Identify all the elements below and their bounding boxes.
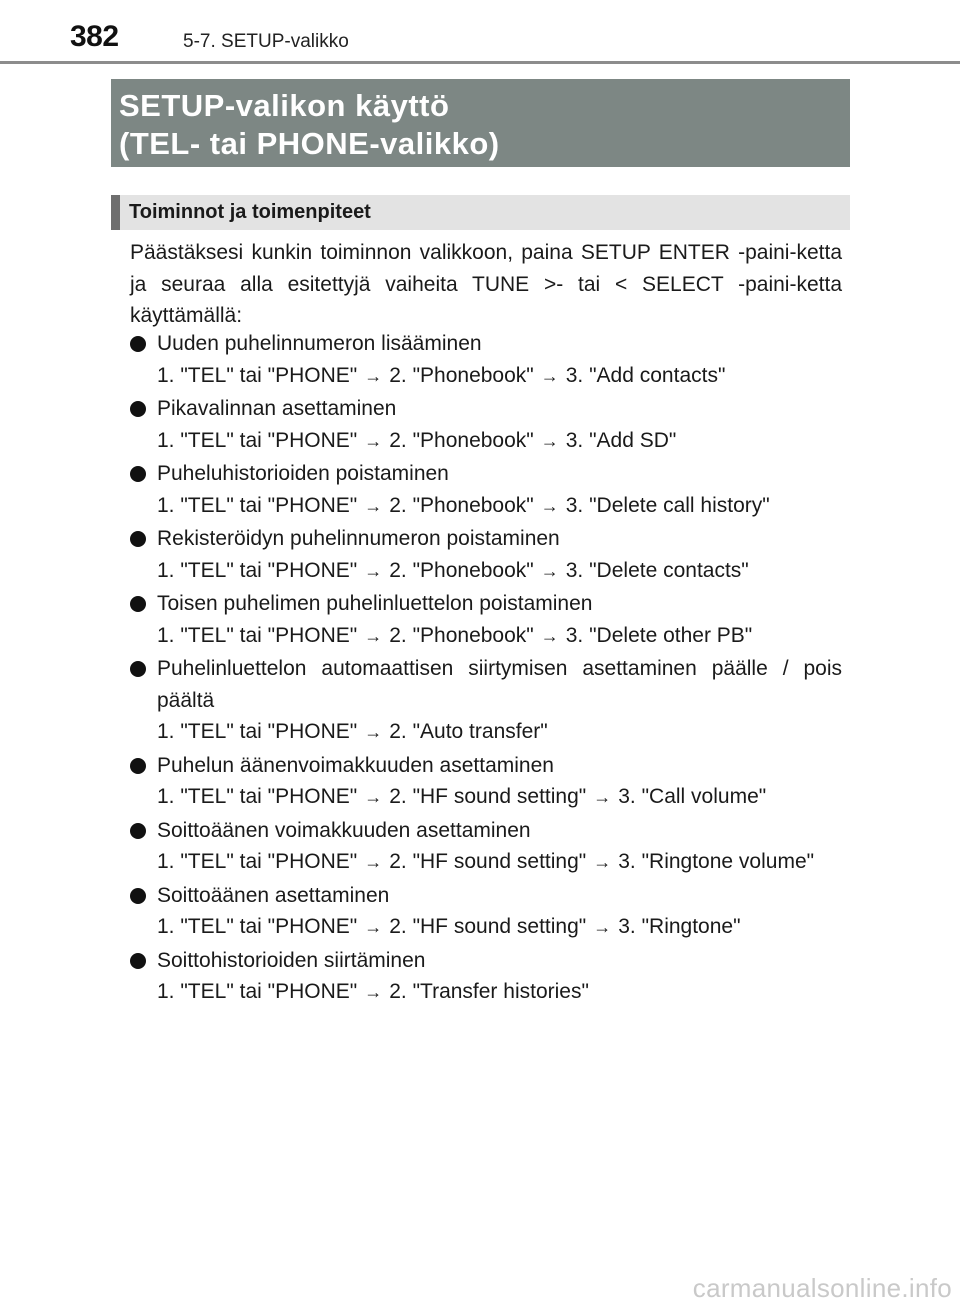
- list-item-title-text: Uuden puhelinnumeron lisääminen: [157, 332, 482, 355]
- list-item-title-text: Toisen puhelimen puhelinluettelon poistaminen: [157, 592, 593, 615]
- arrow-right-icon: →: [364, 365, 383, 386]
- menu-path: [130, 555, 842, 588]
- bullet-icon: [130, 531, 146, 547]
- list-item-title-text: Puheluhistorioiden poistaminen: [157, 462, 449, 485]
- arrow-right-icon: →: [364, 430, 383, 451]
- bullet-icon: [130, 953, 146, 969]
- arrow-right-icon: →: [540, 430, 559, 451]
- arrow-right-icon: →: [364, 917, 383, 937]
- list-item-title: [130, 588, 842, 620]
- menu-path-step: 1. "TEL" tai "PHONE": [157, 720, 358, 743]
- list-item-title-text: Soittohistorioiden siirtäminen: [157, 948, 426, 972]
- menu-path-step: 2. "HF sound setting": [389, 850, 587, 873]
- subsection-header: [111, 195, 850, 230]
- list-item-title-text: Pikavalinnan asettaminen: [157, 397, 397, 420]
- list-item: [130, 750, 842, 814]
- menu-path-step: 1. "TEL" tai "PHONE": [157, 850, 358, 873]
- menu-path: [130, 360, 842, 393]
- menu-path-step: 3. "Add SD": [565, 428, 677, 452]
- bullet-icon: [130, 888, 146, 904]
- menu-path-step: 1. "TEL" tai "PHONE": [157, 980, 358, 1003]
- list-item: [130, 523, 842, 587]
- arrow-right-icon: →: [364, 982, 383, 1002]
- menu-path: [130, 781, 842, 814]
- list-item-title-text: Puhelinluettelon automaattisen siirtymisen asettaminen päälle / pois päältä: [157, 657, 842, 712]
- menu-path: [130, 620, 842, 653]
- menu-path-step: 2. "Phonebook": [389, 623, 534, 647]
- bullet-icon: [130, 823, 146, 839]
- menu-path-step: 3. "Delete contacts": [565, 558, 749, 582]
- watermark: carmanualsonline.info: [692, 1273, 952, 1303]
- list-item: [130, 458, 842, 522]
- menu-path: [130, 911, 842, 944]
- menu-path-step: 3. "Add contacts": [565, 363, 726, 387]
- menu-path-step: 3. "Delete call history": [565, 493, 770, 517]
- intro-paragraph: Päästäksesi kunkin toiminnon valikkoon, paina SETUP ENTER -paini-ketta ja seuraa alla esitettyjä vaiheita TUNE >- tai < SELECT -paini-ketta käyttämällä:: [130, 241, 842, 327]
- list-item: [130, 393, 842, 457]
- list-item: [130, 815, 842, 879]
- list-item: [130, 880, 842, 944]
- arrow-right-icon: →: [540, 560, 559, 581]
- bullet-icon: [130, 336, 146, 352]
- bullet-icon: [130, 596, 146, 612]
- list-item-title-text: Soittoäänen voimakkuuden asettaminen: [157, 818, 531, 842]
- arrow-right-icon: →: [364, 787, 383, 807]
- menu-path-step: 2. "Auto transfer": [389, 720, 548, 743]
- arrow-right-icon: →: [593, 852, 612, 872]
- menu-path-step: 1. "TEL" tai "PHONE": [157, 363, 358, 387]
- list-item-title: [130, 328, 842, 360]
- arrow-right-icon: →: [540, 625, 559, 646]
- menu-path-step: 2. "Transfer histories": [389, 980, 589, 1003]
- menu-path: [130, 425, 842, 458]
- bullet-icon: [130, 466, 146, 482]
- menu-path: [130, 716, 842, 749]
- arrow-right-icon: →: [593, 787, 612, 807]
- chapter-reference: 5-7. SETUP-valikko: [183, 31, 349, 52]
- list-item-title: [130, 653, 842, 716]
- list-item-title: [130, 945, 842, 977]
- menu-path-step: 2. "Phonebook": [389, 363, 534, 387]
- function-list: [130, 328, 842, 1010]
- menu-path-step: 2. "HF sound setting": [389, 785, 587, 808]
- menu-path-step: 3. "Ringtone volume": [618, 850, 815, 873]
- menu-path-step: 1. "TEL" tai "PHONE": [157, 785, 358, 808]
- bullet-icon: [130, 401, 146, 417]
- menu-path: [130, 490, 842, 523]
- menu-path-step: 1. "TEL" tai "PHONE": [157, 428, 358, 452]
- menu-path-step: 3. "Delete other PB": [565, 623, 753, 647]
- arrow-right-icon: →: [364, 722, 383, 742]
- list-item-title-text: Soittoäänen asettaminen: [157, 883, 390, 907]
- arrow-right-icon: →: [540, 495, 559, 516]
- menu-path-step: 2. "HF sound setting": [389, 915, 587, 938]
- menu-path-step: 2. "Phonebook": [389, 428, 534, 452]
- list-item: [130, 588, 842, 652]
- bullet-icon: [130, 758, 146, 774]
- list-item-title-text: Rekisteröidyn puhelinnumeron poistaminen: [157, 527, 560, 550]
- list-item: [130, 945, 842, 1009]
- arrow-right-icon: →: [593, 917, 612, 937]
- menu-path-step: 2. "Phonebook": [389, 558, 534, 582]
- menu-path: [130, 846, 842, 879]
- list-item-title: [130, 523, 842, 555]
- list-item-title: [130, 393, 842, 425]
- menu-path: [130, 976, 842, 1009]
- list-item-title: [130, 880, 842, 912]
- section-title-line-2: (TEL- tai PHONE-valikko): [119, 126, 500, 161]
- list-item-title-text: Puhelun äänenvoimakkuuden asettaminen: [157, 753, 554, 777]
- list-item: [130, 653, 842, 749]
- menu-path-step: 1. "TEL" tai "PHONE": [157, 623, 358, 647]
- bullet-icon: [130, 661, 146, 677]
- arrow-right-icon: →: [364, 495, 383, 516]
- list-item: [130, 328, 842, 392]
- page-number: 382: [70, 20, 119, 53]
- header-divider: [0, 61, 960, 64]
- list-item-title: [130, 750, 842, 782]
- subsection-title: Toiminnot ja toimenpiteet: [129, 201, 371, 223]
- section-title-line-1: SETUP-valikon käyttö: [119, 88, 450, 123]
- list-item-title: [130, 458, 842, 490]
- list-item-title: [130, 815, 842, 847]
- arrow-right-icon: →: [364, 560, 383, 581]
- menu-path-step: 3. "Ringtone": [618, 915, 741, 938]
- menu-path-step: 1. "TEL" tai "PHONE": [157, 558, 358, 582]
- arrow-right-icon: →: [540, 365, 559, 386]
- arrow-right-icon: →: [364, 625, 383, 646]
- menu-path-step: 3. "Call volume": [618, 785, 767, 808]
- section-title-box: [111, 79, 850, 167]
- arrow-right-icon: →: [364, 852, 383, 872]
- menu-path-step: 1. "TEL" tai "PHONE": [157, 915, 358, 938]
- menu-path-step: 2. "Phonebook": [389, 493, 534, 517]
- menu-path-step: 1. "TEL" tai "PHONE": [157, 493, 358, 517]
